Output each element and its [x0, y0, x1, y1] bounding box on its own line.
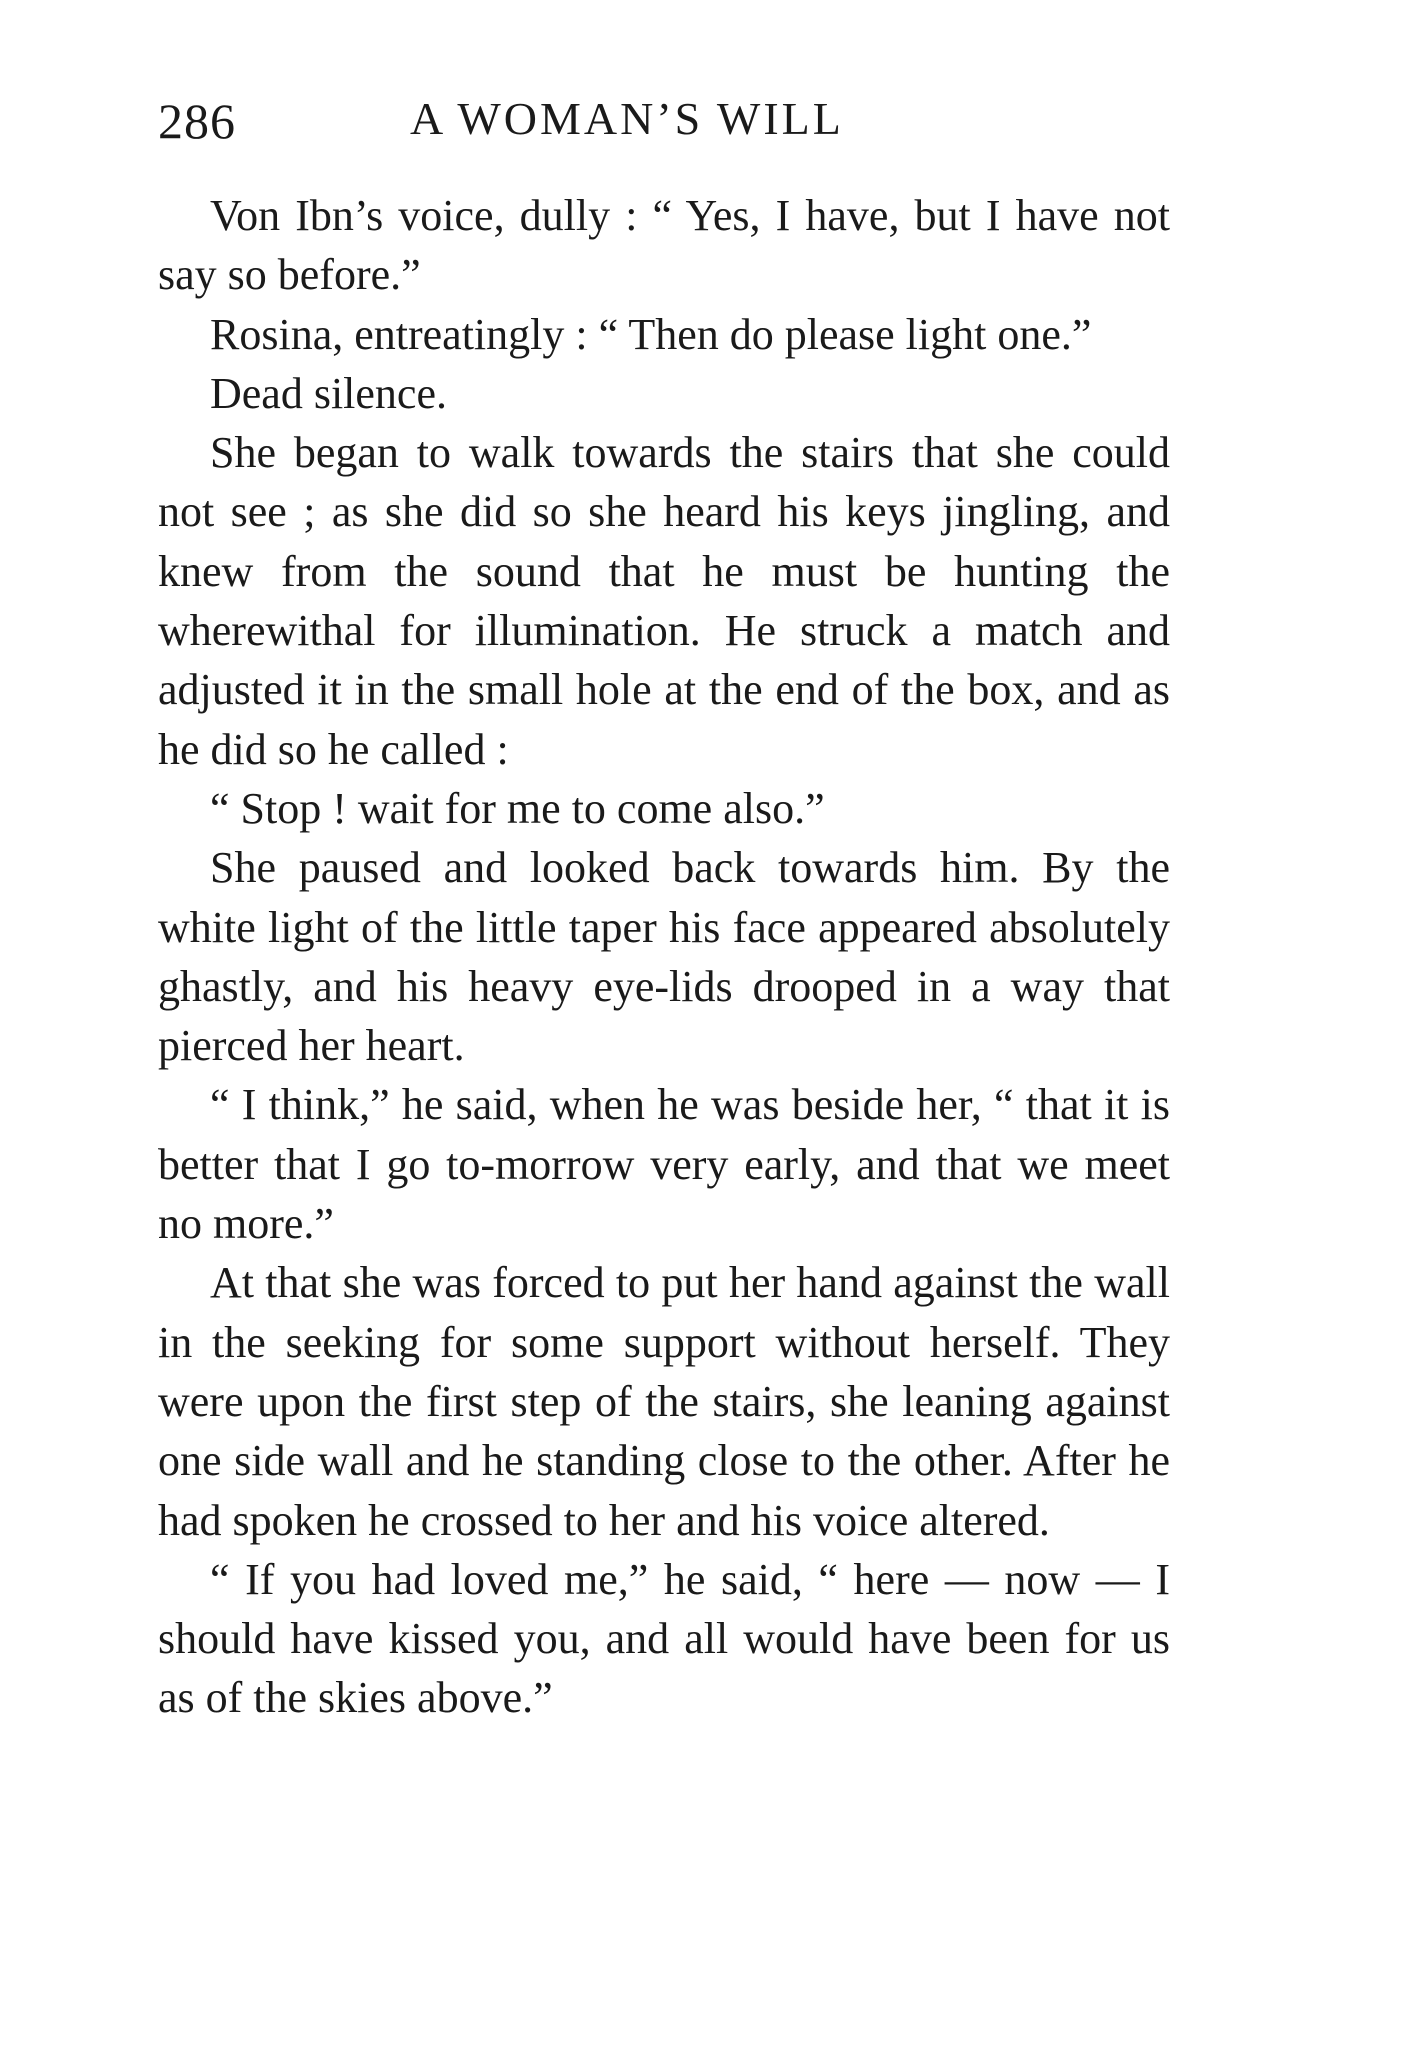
paragraph: She began to walk towards the stairs that she could not see ; as she did so she heard his keys jingling, and knew from the sound that he must be hunting the wherewithal for illumination. He struck a match and adjusted it in the small hole at the end of the box, and as he did so he called : — [158, 428, 1170, 774]
page-number: 286 — [158, 93, 236, 149]
paragraph: At that she was forced to put her hand against the wall in the seeking for some support without herself. They were upon the first step of the stairs, she leaning against one side wall and he standing close to the other. After he had spoken he crossed to her and his voice altered. — [158, 1258, 1170, 1545]
paragraph: She paused and looked back towards him. By the white light of the little taper his face appeared absolutely ghastly, and his heavy eye-lids drooped in a way that pierced her heart. — [158, 843, 1170, 1071]
running-head — [158, 92, 1178, 162]
paragraph: Rosina, entreatingly : “ Then do please light one.” — [210, 309, 1092, 359]
paragraph: “ Stop ! wait for me to come also.” — [210, 783, 825, 833]
paragraph: Dead silence. — [210, 368, 447, 418]
body-text — [158, 186, 1170, 1728]
paragraph: “ I think,” he said, when he was beside her, “ that it is better that I go to-morrow very early, and that we meet no more.” — [158, 1080, 1170, 1249]
paragraph: “ If you had loved me,” he said, “ here — now — I should have kissed you, and all would have been for us as of the skies above.” — [158, 1554, 1170, 1723]
book-title: A WOMAN’S WILL — [410, 93, 844, 144]
paragraph: Von Ibn’s voice, dully : “ Yes, I have, but I have not say so before.” — [158, 191, 1170, 300]
